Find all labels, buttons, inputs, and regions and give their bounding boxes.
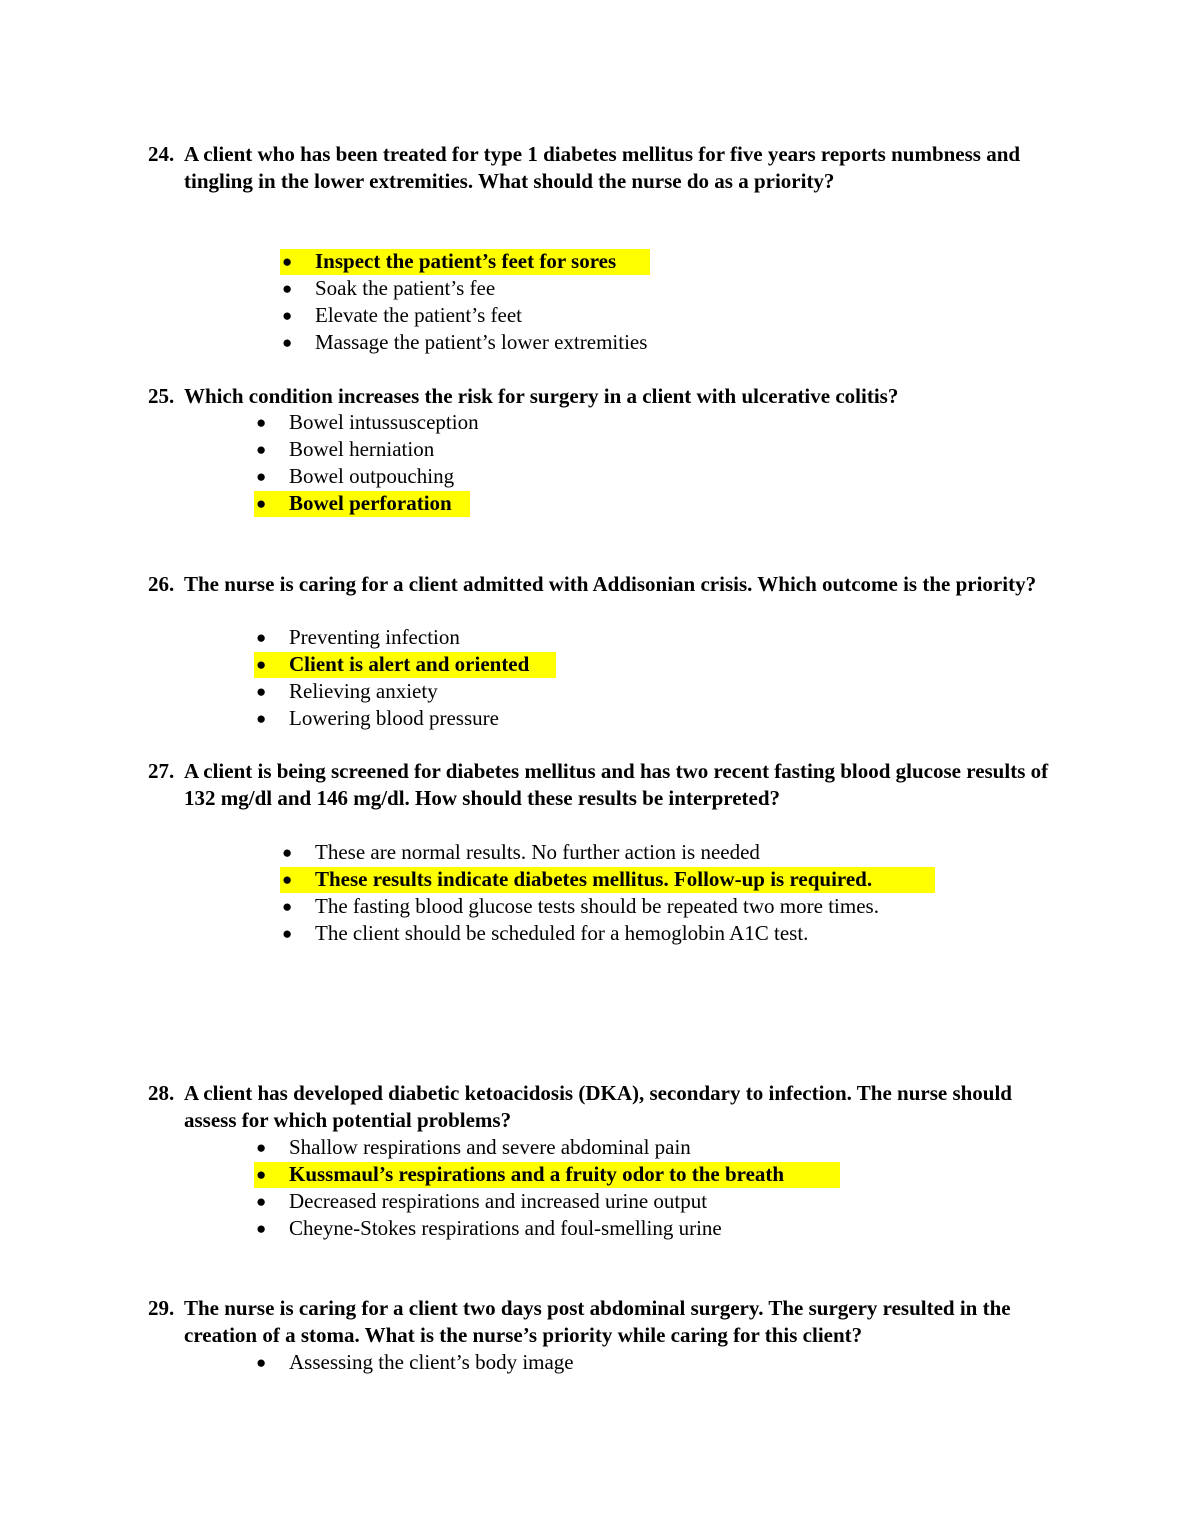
question-28	[148, 1080, 1048, 1134]
option-label: Shallow respirations and severe abdominal pain	[289, 1135, 691, 1159]
bullet-icon: ●	[282, 306, 293, 325]
question-text: The nurse is caring for a client admitted with Addisonian crisis. Which outcome is the priority?	[184, 572, 1037, 596]
bullet-icon: ●	[282, 843, 293, 862]
bullet-icon: ●	[256, 1165, 267, 1184]
option-label: Relieving anxiety	[289, 679, 438, 703]
option-label: The client should be scheduled for a hemoglobin A1C test.	[315, 921, 809, 945]
bullet-icon: ●	[282, 897, 293, 916]
bullet-icon: ●	[256, 440, 267, 459]
option-label: Bowel outpouching	[289, 464, 455, 488]
question-25	[148, 383, 1088, 410]
option-label: Bowel perforation	[289, 491, 452, 515]
bullet-icon: ●	[256, 467, 267, 486]
question-number: 27.	[148, 759, 175, 783]
bullet-icon: ●	[256, 1353, 267, 1372]
bullet-icon: ●	[282, 252, 293, 271]
question-text: A client has developed diabetic ketoacidosis (DKA), secondary to infection. The nurse should assess for which potential problems?	[184, 1081, 1012, 1132]
question-number: 26.	[148, 572, 175, 596]
bullet-icon: ●	[256, 1192, 267, 1211]
question-27	[148, 758, 1058, 812]
bullet-icon: ●	[256, 655, 267, 674]
question-29	[148, 1295, 1058, 1349]
bullet-icon: ●	[256, 413, 267, 432]
option-label: Lowering blood pressure	[289, 706, 499, 730]
question-text: Which condition increases the risk for surgery in a client with ulcerative colitis?	[184, 384, 899, 408]
bullet-icon: ●	[282, 279, 293, 298]
option-label: Client is alert and oriented	[289, 652, 530, 676]
option-label: Preventing infection	[289, 625, 460, 649]
option-label: Bowel intussusception	[289, 410, 479, 434]
bullet-icon: ●	[256, 1138, 267, 1157]
option-label: Bowel herniation	[289, 437, 435, 461]
option-label: Kussmaul’s respirations and a fruity odor to the breath	[289, 1162, 785, 1186]
option-label: Assessing the client’s body image	[289, 1350, 574, 1374]
question-number: 29.	[148, 1296, 175, 1320]
bullet-icon: ●	[256, 682, 267, 701]
bullet-icon: ●	[256, 709, 267, 728]
option-label: Elevate the patient’s feet	[315, 303, 522, 327]
question-text: The nurse is caring for a client two days post abdominal surgery. The surgery resulted in the creation of a stoma. What is the nurse’s priority while caring for this client?	[184, 1296, 1011, 1347]
question-24	[148, 141, 1058, 195]
question-text: A client is being screened for diabetes mellitus and has two recent fasting blood glucose results of 132 mg/dl and 146 mg/dl. How should these results be interpreted?	[184, 759, 1049, 810]
option-label: These are normal results. No further action is needed	[315, 840, 760, 864]
bullet-icon: ●	[256, 628, 267, 647]
question-number: 24.	[148, 142, 175, 166]
bullet-icon: ●	[282, 333, 293, 352]
option-label: These results indicate diabetes mellitus. Follow-up is required.	[315, 867, 873, 891]
option-label: The fasting blood glucose tests should be repeated two more times.	[315, 894, 879, 918]
bullet-icon: ●	[282, 870, 293, 889]
option-label: Cheyne-Stokes respirations and foul-smelling urine	[289, 1216, 722, 1240]
option-label: Decreased respirations and increased urine output	[289, 1189, 708, 1213]
option-label: Inspect the patient’s feet for sores	[315, 249, 617, 273]
option-label: Soak the patient’s fee	[315, 276, 496, 300]
option-label: Massage the patient’s lower extremities	[315, 330, 648, 354]
question-26	[148, 571, 1058, 598]
bullet-icon: ●	[256, 1219, 267, 1238]
question-text: A client who has been treated for type 1 diabetes mellitus for five years reports numbness and tingling in the lower extremities. What should the nurse do as a priority?	[184, 142, 1021, 193]
bullet-icon: ●	[282, 924, 293, 943]
bullet-icon: ●	[256, 494, 267, 513]
question-number: 28.	[148, 1081, 175, 1105]
question-number: 25.	[148, 384, 175, 408]
